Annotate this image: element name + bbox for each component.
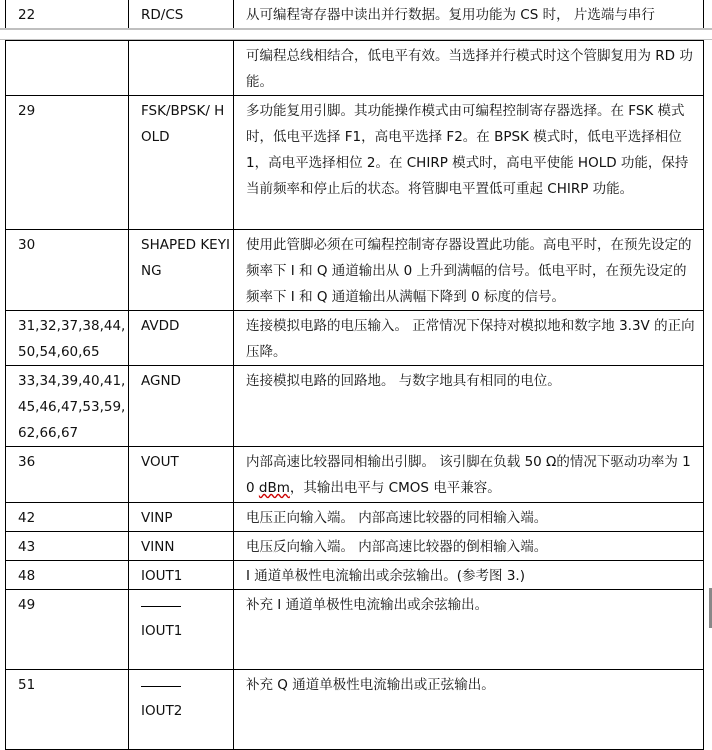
pin-name: VINP [129, 503, 234, 532]
pin-name-inverted: IOUT1 [129, 590, 234, 670]
pin-description: 连接模拟电路的电压输入。 正常情况下保持对模拟地和数字地 3.3V 的正向压降。 [234, 311, 704, 366]
table-row [6, 590, 704, 670]
pin-number: 29 [6, 96, 129, 230]
pin-table-page-top [5, 0, 704, 29]
pin-number: 31,32,37,38,44,50,54,60,65 [6, 311, 129, 366]
pin-number: 48 [6, 561, 129, 590]
overline-bar [141, 686, 181, 687]
pin-number: 36 [6, 447, 129, 503]
pin-name: IOUT1 [129, 561, 234, 590]
pin-number: 43 [6, 532, 129, 561]
pin-number: 49 [6, 590, 129, 670]
pin-name: AGND [129, 366, 234, 447]
pin-description: 补充 Q 通道单极性电流输出或正弦输出。 [234, 670, 704, 750]
pin-description: 多功能复用引脚。其功能操作模式由可编程控制寄存器选择。在 FSK 模式时，低电平选择 F1，高电平选择 F2。在 BPSK 模式时，低电平选择相位 1，高电平选择相位 2。在 CHIRP 模式时，高电平使能 HOLD 功能，保持当前频率和停止后的状态。将管脚电平置低可重起 CHIRP 功能。 [234, 96, 704, 230]
pin-description: 从可编程寄存器中读出并行数据。复用功能为 CS 时， 片选端与串行 [234, 0, 704, 29]
pin-description: 电压反向输入端。 内部高速比较器的倒相输入端。 [234, 532, 704, 561]
page-break-divider [0, 28, 712, 40]
table-row [6, 532, 704, 561]
pin-number: 30 [6, 230, 129, 311]
pin-description: 内部高速比较器同相输出引脚。 该引脚在负载 50 Ω的情况下驱动功率为 10 dBm，其输出电平与 CMOS 电平兼容。 [234, 447, 704, 503]
table-row [6, 96, 704, 230]
table-row [6, 311, 704, 366]
pin-number: 51 [6, 670, 129, 750]
pin-name: FSK/BPSK/ HOLD [129, 96, 234, 230]
pin-number: 42 [6, 503, 129, 532]
table-row [6, 366, 704, 447]
table-row [6, 0, 704, 29]
overline-bar [141, 606, 181, 607]
table-row [6, 230, 704, 311]
pin-description: 可编程总线相结合，低电平有效。当选择并行模式时这个管脚复用为 RD 功能。 [234, 41, 704, 96]
pin-description: 电压正向输入端。 内部高速比较器的同相输入端。 [234, 503, 704, 532]
pin-description: 使用此管脚必须在可编程控制寄存器设置此功能。高电平时，在预先设定的频率下 I 和 Q 通道输出从 0 上升到满幅的信号。低电平时，在预先设定的频率下 I 和 Q 通道输出从满幅下降到 0 标度的信号。 [234, 230, 704, 311]
table-row [6, 447, 704, 503]
table-row [6, 503, 704, 532]
pin-table [5, 40, 704, 750]
pin-number: 22 [6, 0, 129, 29]
pin-description: I 通道单极性电流输出或余弦输出。(参考图 3.) [234, 561, 704, 590]
pin-description: 连接模拟电路的回路地。 与数字地具有相同的电位。 [234, 366, 704, 447]
pin-number: 33,34,39,40,41,45,46,47,53,59,62,66,67 [6, 366, 129, 447]
pin-description: 补充 I 通道单极性电流输出或余弦输出。 [234, 590, 704, 670]
pin-name: SHAPED KEYING [129, 230, 234, 311]
pin-name: AVDD [129, 311, 234, 366]
pin-name: VINN [129, 532, 234, 561]
table-row [6, 670, 704, 750]
spellcheck-underlined-word: dBm [258, 480, 290, 496]
pin-name-inverted: IOUT2 [129, 670, 234, 750]
pin-name: RD/CS [129, 0, 234, 29]
table-row [6, 41, 704, 96]
table-row [6, 561, 704, 590]
pin-name: VOUT [129, 447, 234, 503]
